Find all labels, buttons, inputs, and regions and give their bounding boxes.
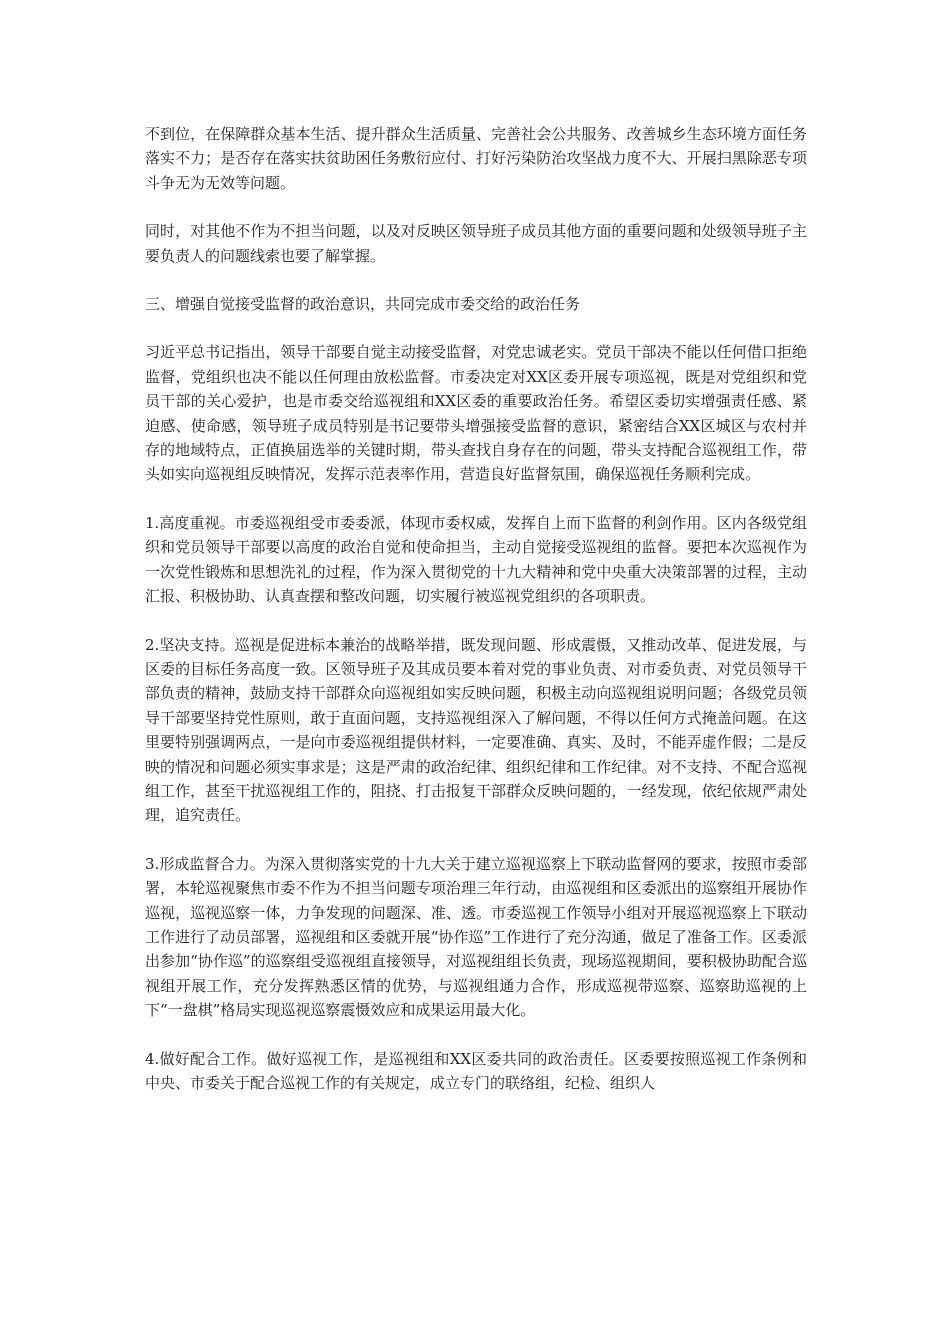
- paragraph-item-3: 3.形成监督合力。为深入贯彻落实党的十九大关于建立巡视巡察上下联动监督网的要求，按照市委部署，本轮巡视聚焦市委不作为不担当问题专项治理三年行动，由巡视组和区委派出的巡察组开展协作巡视，巡视巡察一体，力争发现的问题深、准、透。市委巡视工作领导小组对开展巡视巡察上下联动工作进行了动员部署，巡视组和区委就开展“协作巡”工作进行了充分沟通，做足了准备工作。区委派出参加“协作巡”的巡察组受巡视组直接领导，对巡视组组长负责，现场巡视期间，要积极协助配合巡视组开展工作，充分发挥熟悉区情的优势，与巡视组通力合作，形成巡视带巡察、巡察助巡视的上下“一盘棋”格局实现巡视巡察震慑效应和成果运用最大化。: [145, 854, 807, 1020]
- paragraph-item-2: 2.坚决支持。巡视是促进标本兼治的战略举措，既发现问题、形成震慑，又推动改革、促进发展，与区委的目标任务高度一致。区领导班子及其成员要本着对党的事业负责、对市委负责、对党员领导干部负责的精神，鼓励支持干部群众向巡视组如实反映问题，积极主动向巡视组说明问题；各级党员领导干部要坚持党性原则，敢于直面问题，支持巡视组深入了解问题，不得以任何方式掩盖问题。在这里要特别强调两点，一是向市委巡视组提供材料，一定要准确、真实、及时，不能弄虚作假；二是反映的情况和问题必须实事求是；这是严肃的政治纪律、组织纪律和工作纪律。对不支持、不配合巡视组工作，甚至干扰巡视组工作的，阻挠、打击报复干部群众反映问题的，一经发现，依纪依规严肃处理，追究责任。: [145, 635, 807, 825]
- document-page: [145, 122, 807, 1119]
- paragraph-supervision-intro: 习近平总书记指出，领导干部要自觉主动接受监督，对党忠诚老实。党员干部决不能以任何借口拒绝监督，党组织也决不能以任何理由放松监督。市委决定对XX区委开展专项巡视，既是对党组织和党员干部的关心爱护，也是市委交给巡视组和XX区委的重要政治任务。希望区委切实增强责任感、紧迫感、使命感，领导班子成员特别是书记要带头增强接受监督的意识，紧密结合XX区城区与农村并存的地域特点，正值换届选举的关键时期，带头查找自身存在的问题，带头支持配合巡视组工作，带头如实向巡视组反映情况，发挥示范表率作用，营造良好监督氛围，确保巡视任务顺利完成。: [145, 343, 807, 484]
- paragraph-other-issues: 同时，对其他不作为不担当问题，以及对反映区领导班子成员其他方面的重要问题和处级领导班子主要负责人的问题线索也要了解掌握。: [145, 222, 807, 265]
- paragraph-item-1: 1.高度重视。市委巡视组受市委委派，体现市委权威，发挥自上而下监督的利剑作用。区内各级党组织和党员领导干部要以高度的政治自觉和使命担当，主动自觉接受巡视组的监督。要把本次巡视作为一次党性锻炼和思想洗礼的过程，作为深入贯彻党的十九大精神和党中央重大决策部署的过程，主动汇报、积极协助、认真查摆和整改问题，切实履行被巡视党组织的各项职责。: [145, 513, 807, 606]
- paragraph-continuation: 不到位，在保障群众基本生活、提升群众生活质量、完善社会公共服务、改善城乡生态环境方面任务落实不力；是否存在落实扶贫助困任务敷衍应付、打好污染防治攻坚战力度不大、开展扫黑除恶专项斗争无为无效等问题。: [145, 125, 807, 192]
- section-heading-three: 三、增强自觉接受监督的政治意识，共同完成市委交给的政治任务: [145, 295, 581, 314]
- paragraph-item-4: 4.做好配合工作。做好巡视工作，是巡视组和XX区委共同的政治责任。区委要按照巡视工作条例和中央、市委关于配合巡视工作的有关规定，成立专门的联络组，纪检、组织人: [145, 1049, 807, 1092]
